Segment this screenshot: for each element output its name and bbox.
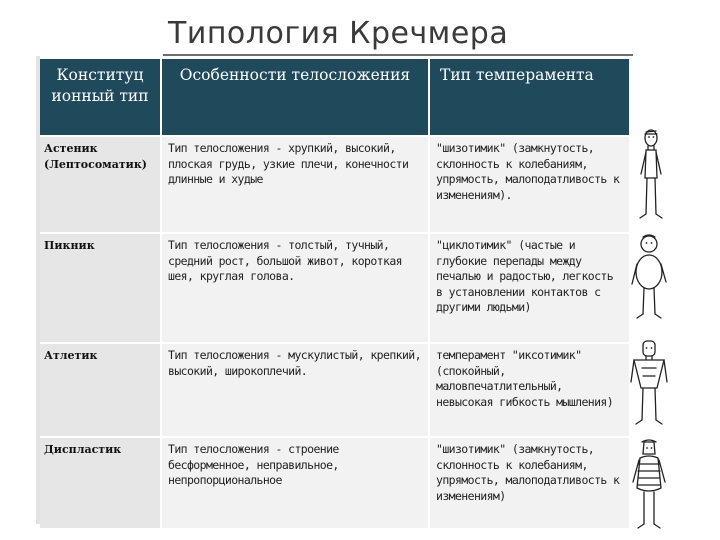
athletic-figure (630, 338, 668, 430)
cell-temperament: темперамент "иксотимик" (спокойный, маловпечатлительный, невысокая гибкость мышления) (430, 344, 629, 436)
cell-build: Тип телосложения - мускулистый, крепкий, высокий, широкоплечий. (162, 344, 428, 436)
kretschmer-typology-table (38, 57, 631, 530)
pyknic-figure (630, 232, 668, 324)
table-row (40, 344, 629, 436)
cell-build: Тип телосложения - толстый, тучный, средний рост, большой живот, короткая шея, круглая голова. (162, 234, 428, 342)
table-row (40, 438, 629, 528)
header-temperament-type: Тип темперамента (430, 59, 629, 135)
table-row (40, 137, 629, 232)
header-constitution-type: Конституц ионный тип (40, 59, 160, 135)
cell-type: Атлетик (40, 344, 160, 436)
cell-temperament: "шизотимик" (замкнутость, склонность к колебаниям, упрямость, малоподатливость к изменениям) (430, 438, 629, 528)
cell-type: Астеник (Лептосоматик) (40, 137, 160, 232)
dysplastic-figure (630, 438, 668, 534)
title-underline (163, 54, 633, 56)
table-row (40, 234, 629, 342)
cell-type: Диспластик (40, 438, 160, 528)
header-build-features: Особенности телосложения (162, 59, 428, 135)
asthenic-figure (634, 126, 668, 222)
cell-temperament: "циклотимик" (частые и глубокие перепады между печалью и радостью, легкость в установлении контактов с другими людьми) (430, 234, 629, 342)
cell-build: Тип телосложения - хрупкий, высокий, плоская грудь, узкие плечи, конечности длинные и худые (162, 137, 428, 232)
table-header-row (40, 59, 629, 135)
figure-column (628, 120, 720, 540)
page-title: Типология Кречмера (168, 16, 509, 51)
cell-type: Пикник (40, 234, 160, 342)
cell-build: Тип телосложения - строение бесформенное, неправильное, непропорциональное (162, 438, 428, 528)
cell-temperament: "шизотимик" (замкнутость, склонность к колебаниям, упрямость, малоподатливость к изменениям). (430, 137, 629, 232)
